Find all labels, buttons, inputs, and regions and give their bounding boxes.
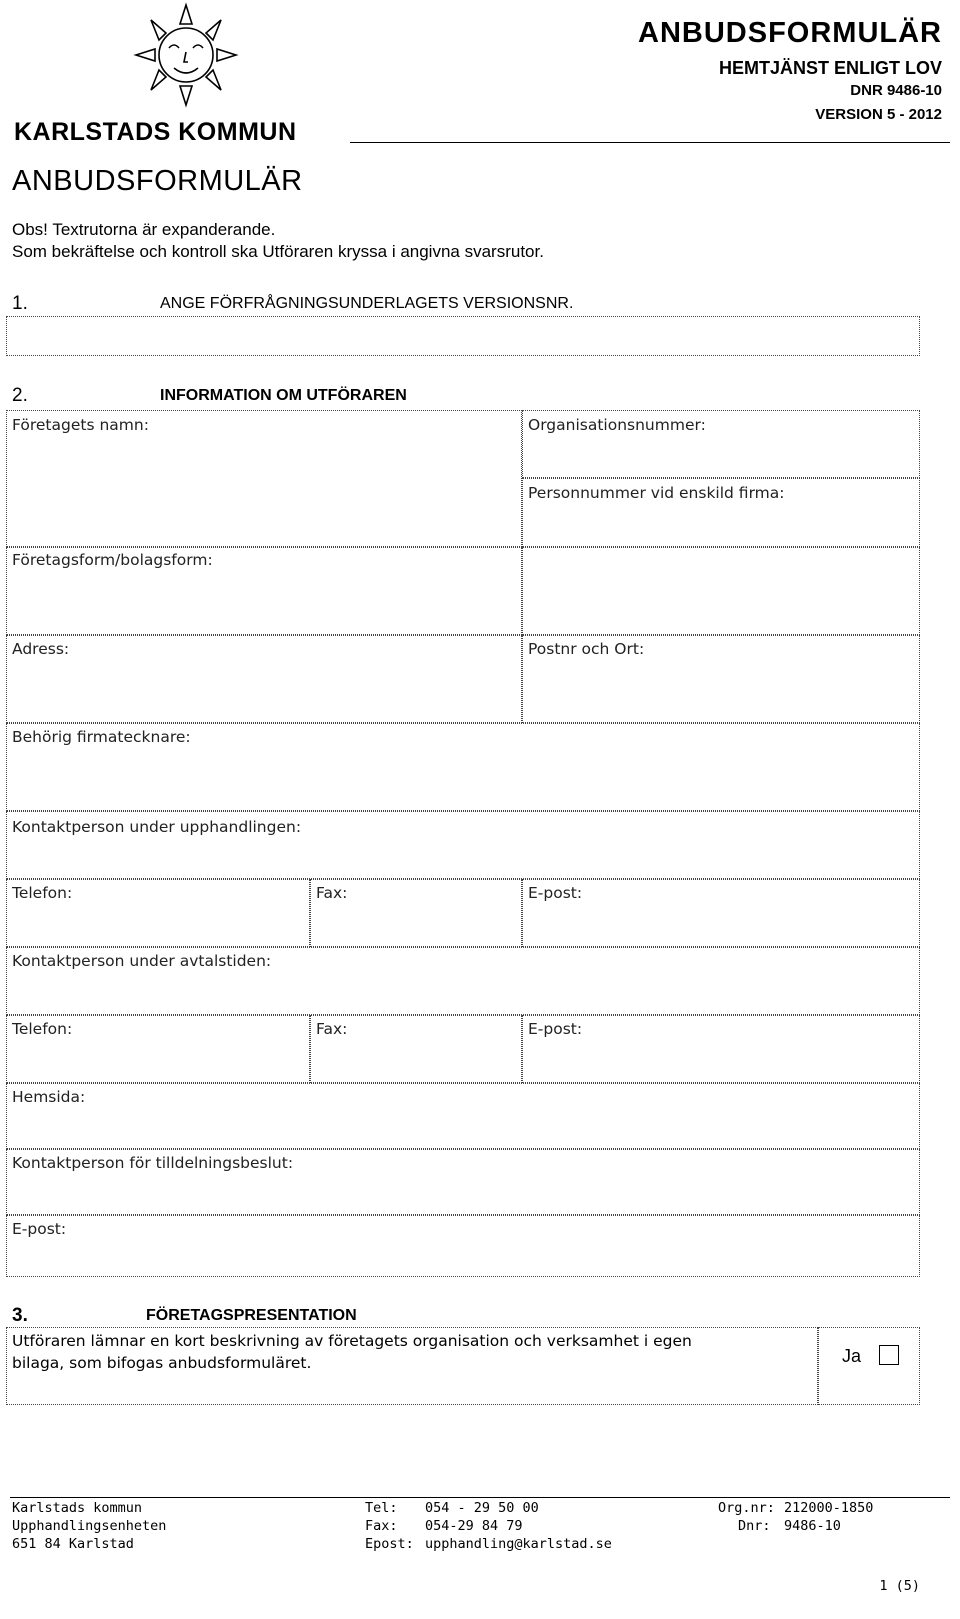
version-number-field[interactable] — [6, 316, 920, 356]
fax-1-label: Fax: — [316, 884, 348, 902]
footer-email-label: Epost: — [365, 1536, 414, 1552]
footer-orgnr-value: 212000-1850 — [784, 1500, 874, 1516]
sun-logo-icon — [124, 0, 244, 120]
address-field[interactable] — [6, 635, 522, 723]
email-3-label: E-post: — [12, 1220, 67, 1238]
company-name-label: Företagets namn: — [12, 416, 149, 434]
footer-dnr-value: 9486-10 — [784, 1518, 841, 1534]
postal-label: Postnr och Ort: — [528, 640, 645, 658]
contact-award-label: Kontaktperson för tilldelningsbeslut: — [12, 1154, 294, 1172]
website-label: Hemsida: — [12, 1088, 86, 1106]
footer-fax-label: Fax: — [365, 1518, 398, 1534]
section-3-text-line-1: Utföraren lämnar en kort beskrivning av företagets organisation och verksamhet i egen — [12, 1332, 692, 1350]
footer-dnr-label: Dnr: — [738, 1518, 771, 1534]
footer-unit: Upphandlingsenheten — [12, 1518, 167, 1534]
email-2-label: E-post: — [528, 1020, 583, 1038]
logo-text: KARLSTADS KOMMUN — [14, 118, 297, 146]
contact-contract-label: Kontaktperson under avtalstiden: — [12, 952, 272, 970]
intro-line-2: Som bekräftelse och kontroll ska Utföraren kryssa i angivna svarsrutor. — [12, 242, 544, 261]
ja-checkbox[interactable] — [879, 1345, 899, 1365]
footer-city: 651 84 Karlstad — [12, 1536, 134, 1552]
section-3-number: 3. — [12, 1305, 28, 1326]
phone-1-label: Telefon: — [12, 884, 73, 902]
email-1-label: E-post: — [528, 884, 583, 902]
personal-number-label: Personnummer vid enskild firma: — [528, 484, 785, 502]
page-number: 1 (5) — [879, 1578, 920, 1594]
section-3-text-line-2: bilaga, som bifogas anbudsformuläret. — [12, 1354, 312, 1372]
intro-line-1: Obs! Textrutorna är expanderande. — [12, 220, 276, 239]
footer-email-link[interactable]: upphandling@karlstad.se — [425, 1536, 612, 1552]
section-2-number: 2. — [12, 385, 28, 406]
company-form-label: Företagsform/bolagsform: — [12, 551, 213, 569]
section-1-number: 1. — [12, 293, 28, 314]
address-label: Adress: — [12, 640, 70, 658]
footer-rule — [10, 1497, 950, 1498]
footer-tel-label: Tel: — [365, 1500, 398, 1516]
header-version: VERSION 5 - 2012 — [815, 106, 942, 123]
company-form-extra-field[interactable] — [522, 547, 920, 635]
contact-procurement-label: Kontaktperson under upphandlingen: — [12, 818, 302, 836]
header-rule — [350, 142, 950, 143]
footer-orgnr-label: Org.nr: — [718, 1500, 775, 1516]
signatory-label: Behörig firmatecknare: — [12, 728, 191, 746]
footer-tel-value: 054 - 29 50 00 — [425, 1500, 539, 1516]
section-2-title: INFORMATION OM UTFÖRAREN — [160, 387, 407, 404]
header-title: ANBUDSFORMULÄR — [638, 17, 942, 49]
document-title: ANBUDSFORMULÄR — [12, 165, 303, 197]
section-1-title: ANGE FÖRFRÅGNINGSUNDERLAGETS VERSIONSNR. — [160, 295, 574, 312]
org-number-label: Organisationsnummer: — [528, 416, 706, 434]
fax-2-label: Fax: — [316, 1020, 348, 1038]
website-field[interactable] — [6, 1083, 920, 1149]
footer-org: Karlstads kommun — [12, 1500, 143, 1516]
header-dnr: DNR 9486-10 — [850, 82, 942, 99]
ja-label: Ja — [842, 1346, 862, 1366]
section-3-text — [12, 1330, 692, 1374]
footer-fax-value: 054-29 84 79 — [425, 1518, 523, 1534]
ja-box — [818, 1327, 920, 1405]
email-3-field[interactable] — [6, 1215, 920, 1277]
karlstad-logo — [14, 0, 344, 150]
phone-2-label: Telefon: — [12, 1020, 73, 1038]
header-subtitle: HEMTJÄNST ENLIGT LOV — [718, 58, 942, 78]
section-3-title: FÖRETAGSPRESENTATION — [146, 1307, 357, 1324]
